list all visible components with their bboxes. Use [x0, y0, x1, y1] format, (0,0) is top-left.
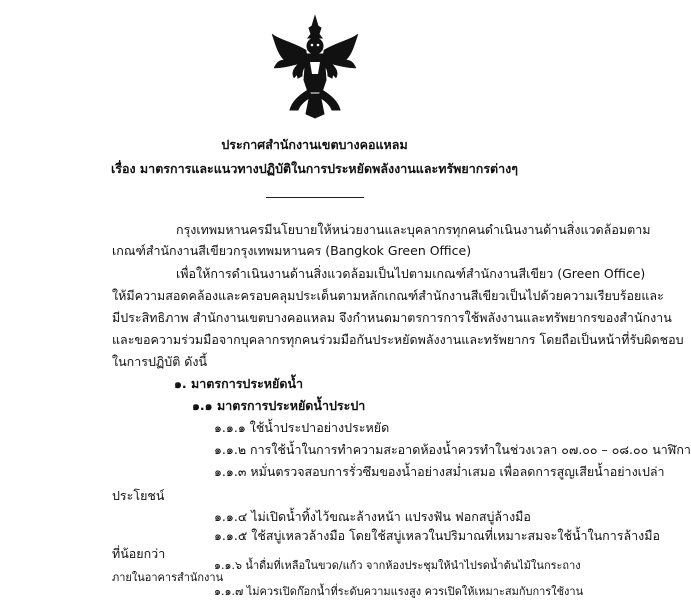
list-item: ๑.๑.๕ ใช้สบู่เหลวล้างมือ โดยใช้สบู่เหลวในปริมาณที่เหมาะสมจะใช้น้ำในการล้างมือ	[214, 528, 661, 543]
list-item: ๑.๑.๖ น้ำดื่มที่เหลือในขวด/แก้ว จากห้องประชุมให้นำไปรดน้ำต้นไม้ในกระถาง	[214, 559, 581, 572]
list-item-continuation: ภายในอาคารสำนักงาน	[112, 571, 224, 584]
garuda-emblem-icon	[268, 14, 362, 118]
title-divider	[266, 197, 364, 198]
paragraph-line: ในการปฏิบัติ ดังนี้	[112, 354, 208, 369]
list-item-continuation: ประโยชน์	[112, 488, 165, 503]
list-item: ๑.๑.๗ ไม่ควรเปิดก๊อกน้ำที่ระดับความแรงสูง ควรเปิดให้เหมาะสมกับการใช้งาน	[214, 585, 584, 598]
paragraph-line: เพื่อให้การดำเนินงานด้านสิ่งแวดล้อมเป็นไปตามเกณฑ์สำนักงานสีเขียว (Green Office)	[176, 266, 646, 281]
subsection-heading: ๑.๑ มาตรการประหยัดน้ำประปา	[192, 398, 366, 413]
list-item: ๑.๑.๑ ใช้น้ำประปาอย่างประหยัด	[214, 420, 390, 435]
paragraph-line: กรุงเทพมหานครมีนโยบายให้หน่วยงานและบุคลากรทุกคนดำเนินงานด้านสิ่งแวดล้อมตาม	[176, 222, 651, 237]
paragraph-line: ให้มีความสอดคล้องและครอบคลุมประเด็นตามหลักเกณฑ์สำนักงานสีเขียวเป็นไปด้วยความเรียบร้อยและ	[112, 288, 664, 303]
list-item: ๑.๑.๔ ไม่เปิดน้ำทิ้งไว้ขณะล้างหน้า แปรงฟัน ฟอกสบู่ล้างมือ	[214, 509, 531, 524]
list-item-continuation: ที่น้อยกว่า	[112, 546, 166, 561]
paragraph-line: มีประสิทธิภาพ สำนักงานเขตบางคอแหลม จึงกำหนดมาตรการการใช้พลังงานและทรัพยากรของสำนักงาน	[112, 310, 672, 325]
list-item: ๑.๑.๒ การใช้น้ำในการทำความสะอาดห้องน้ำควรทำในช่วงเวลา ๐๗.๐๐ – ๐๘.๐๐ นาฬิกา	[214, 442, 691, 457]
list-item: ๑.๑.๓ หมั่นตรวจสอบการรั่วซึมของน้ำอย่างสม่ำเสมอ เพื่อลดการสูญเสียน้ำอย่างเปล่า	[214, 464, 665, 479]
section-heading: ๑. มาตรการประหยัดน้ำ	[174, 376, 304, 391]
doc-title: ประกาศสำนักงานเขตบางคอแหลม	[221, 137, 408, 152]
paragraph-line: และขอความร่วมมือจากบุคลากรทุกคนร่วมมือกันประหยัดพลังงานและทรัพยากร โดยถือเป็นหน้าที่รับผิดชอบ	[112, 332, 684, 347]
doc-subject: เรื่อง มาตรการและแนวทางปฏิบัติในการประหยัดพลังงานและทรัพยากรต่างๆ	[110, 161, 518, 176]
paragraph-line: เกณฑ์สำนักงานสีเขียวกรุงเทพมหานคร (Bangkok Green Office)	[112, 243, 472, 258]
